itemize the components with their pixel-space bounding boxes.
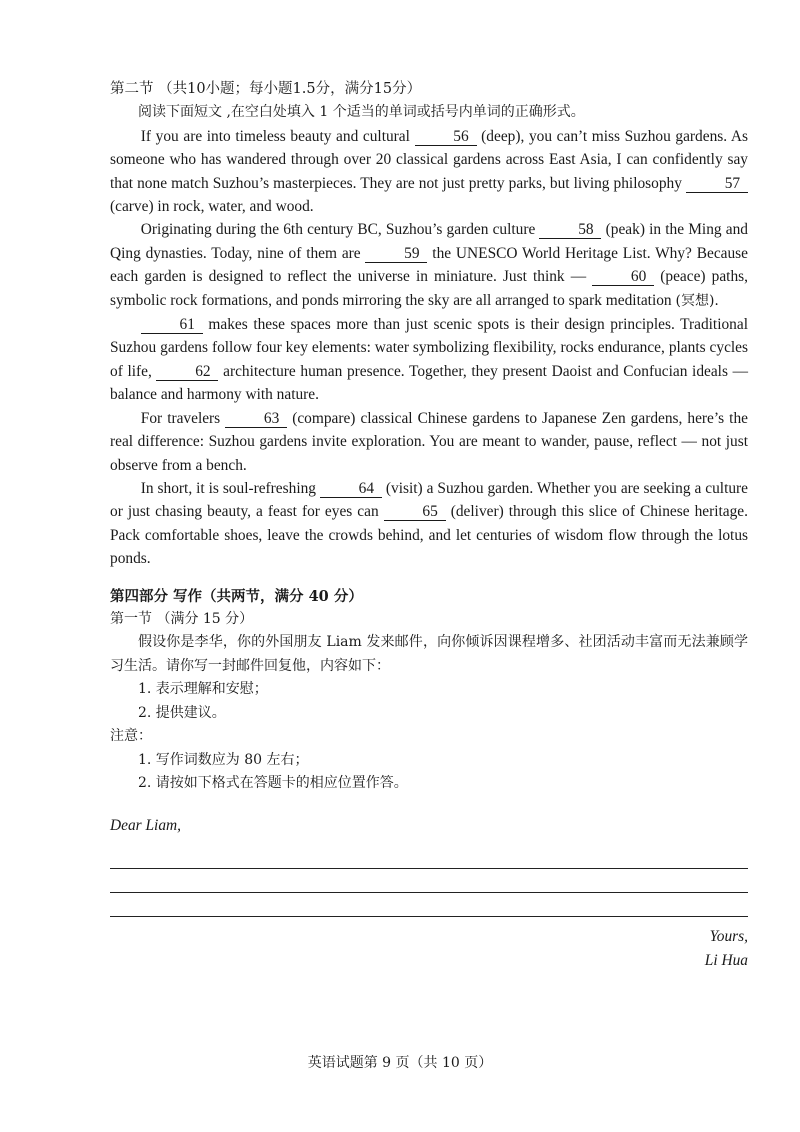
text: (deliver) through this slice of Chinese heritage. Pack comfortable shoes, leave the crowds behind, and let centuries of wisdom flow through the lotus ponds. xyxy=(110,503,748,568)
text: (peace) paths, symbolic rock formations, and ponds mirroring the sky are all arranged to spark meditation xyxy=(110,268,748,309)
page-footer: 英语试题第 9 页（共 10 页） xyxy=(307,1055,493,1071)
text: For travelers xyxy=(140,409,221,427)
blank-61[interactable]: 61 xyxy=(141,316,203,334)
blank-64[interactable]: 64 xyxy=(320,480,382,498)
passage-paragraph-5 xyxy=(110,477,748,571)
letter-closing: Yours, xyxy=(709,928,748,946)
text: makes these spaces more than just scenic spots is their design principles. Traditional Suzhou gardens follow four key elements: water symbolizing flexibility, rocks endurance, plants cycles of life, xyxy=(110,316,748,380)
text: (deep), you can’t miss Suzhou gardens. As someone who has wandered through over 20 classical gardens across East Asia, I can confidently say that none match Suzhou’s masterpieces. They are not just pretty parks, but living philosophy xyxy=(110,127,748,192)
blank-62[interactable]: 62 xyxy=(156,363,218,381)
blank-58[interactable]: 58 xyxy=(539,221,601,239)
text: In short, it is soul-refreshing xyxy=(140,479,316,497)
page-content xyxy=(110,78,748,973)
prompt-item-1: 1. 表示理解和安慰； xyxy=(138,681,268,698)
note-item-2: 2. 请按如下格式在答题卡的相应位置作答。 xyxy=(138,775,408,792)
part4-title: 第四部分 写作（共两节，满分 40 分） xyxy=(110,587,363,605)
text: (compare) classical Chinese gardens to Japanese Zen gardens, here’s the real difference: Suzhou gardens invite exploration. You are meant to wander, pause, reflect — not just observe from a bench. xyxy=(110,409,748,474)
text: the UNESCO World Heritage List. Why? Because each garden is designed to reflect the universe in miniature. Just think — xyxy=(110,244,748,286)
text: (peak) in the Ming and Qing dynasties. Today, nine of them are xyxy=(110,221,748,262)
text: Originating during the 6th century BC, Suzhou’s garden culture xyxy=(140,221,536,239)
answer-line[interactable] xyxy=(110,845,748,869)
letter-greeting: Dear Liam, xyxy=(110,816,181,834)
prompt-item-2: 2. 提供建议。 xyxy=(138,704,226,721)
blank-60[interactable]: 60 xyxy=(592,268,654,286)
letter-signature: Li Hua xyxy=(704,952,748,970)
answer-line[interactable] xyxy=(110,893,748,917)
blank-65[interactable]: 65 xyxy=(384,503,446,521)
section-instruction: 阅读下面短文 ,在空白处填入 1 个适当的单词或括号内单词的正确形式。 xyxy=(138,104,585,121)
note-item-1: 1. 写作词数应为 80 左右； xyxy=(138,751,309,768)
letter-sign-off xyxy=(110,925,748,973)
text: (visit) a Suzhou garden. Whether you are seeking a culture or just chasing beauty, a feast for eyes can xyxy=(110,479,748,521)
text: If you are into timeless beauty and cultural xyxy=(140,127,410,145)
note-label: 注意： xyxy=(110,728,152,745)
text: (冥想). xyxy=(675,292,719,309)
text: (carve) in rock, water, and wood. xyxy=(110,198,314,216)
answer-lines[interactable] xyxy=(110,845,748,917)
blank-56[interactable]: 56 xyxy=(415,128,477,146)
answer-line[interactable] xyxy=(110,869,748,893)
blank-59[interactable]: 59 xyxy=(365,245,427,263)
passage-paragraph-4 xyxy=(110,407,748,477)
passage-paragraph-1 xyxy=(110,125,748,219)
passage-paragraph-3 xyxy=(110,313,748,407)
section-title: 第二节 （共10小题；每小题1.5分，满分15分） xyxy=(110,81,422,97)
blank-63[interactable]: 63 xyxy=(225,410,287,428)
text: architecture human presence. Together, they present Daoist and Confucian ideals — balance and harmony with nature. xyxy=(110,362,748,404)
section1-title: 第一节 （满分 15 分） xyxy=(110,610,254,627)
passage-paragraph-2 xyxy=(110,218,748,313)
blank-57[interactable]: 57 xyxy=(686,175,748,193)
writing-prompt: 假设你是李华，你的外国朋友 Liam 发来邮件，向你倾诉因课程增多、社团活动丰富而无法兼顾学习生活。请你写一封邮件回复他，内容如下： xyxy=(110,634,748,674)
